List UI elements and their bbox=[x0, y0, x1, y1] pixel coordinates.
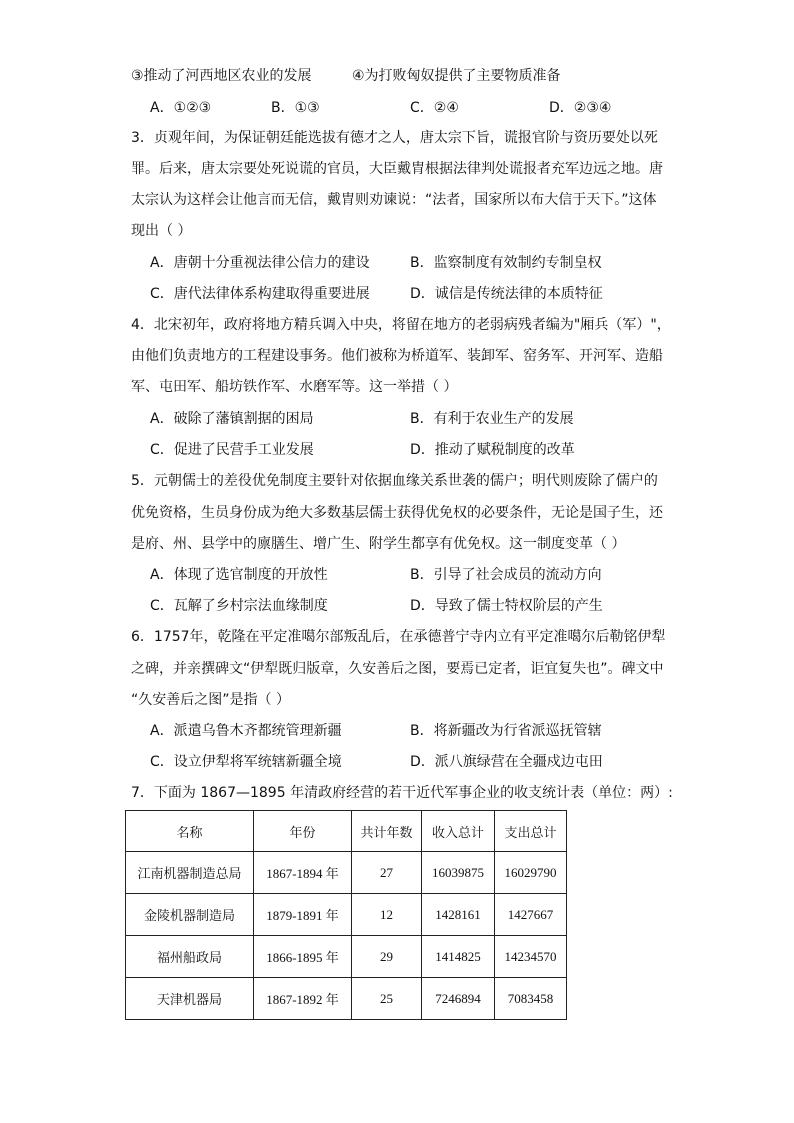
cell-expense: 16029790 bbox=[495, 852, 567, 894]
q3-option-b: B．监察制度有效制约专制皇权 bbox=[410, 255, 602, 271]
q4-option-a: A．破除了藩镇割据的困局 bbox=[150, 411, 314, 427]
q6-option-a: A．派遣乌鲁木齐都统管理新疆 bbox=[150, 723, 342, 739]
cell-expense: 1427667 bbox=[495, 894, 567, 936]
q3-option-a: A．唐朝十分重视法律公信力的建设 bbox=[150, 255, 370, 271]
header-year-count: 共计年数 bbox=[352, 811, 422, 852]
q2-item-4: ④为打败匈奴提供了主要物质准备 bbox=[352, 68, 561, 84]
q4-option-c: C．促进了民营手工业发展 bbox=[150, 442, 314, 458]
q2-option-c: C．②④ bbox=[410, 100, 459, 116]
cell-name: 金陵机器制造局 bbox=[126, 894, 254, 936]
q6-option-b: B．将新疆改为行省派巡抚管辖 bbox=[410, 723, 602, 739]
q2-option-b: B．①③ bbox=[271, 100, 320, 116]
q6-stem-line-2: 之碑，并亲撰碑文“伊犁既归版章，久安善后之图，要焉已定者，讵宜复失也”。碑文中 bbox=[131, 661, 664, 677]
q3-stem-line-3: 太宗认为这样会让他言而无信，戴胄则劝谏说：“法者，国家所以布大信于天下。”这体 bbox=[131, 192, 657, 208]
cell-expense: 14234570 bbox=[495, 936, 567, 978]
header-years-range: 年份 bbox=[254, 811, 352, 852]
q5-stem-line-2: 优免资格，生员身份成为绝大多数基层儒士获得优免权的必要条件，无论是国子生，还 bbox=[131, 505, 663, 521]
q4-stem-line-2: 由他们负责地方的工程建设事务。他们被称为桥道军、装卸军、窑务军、开河军、造船 bbox=[131, 348, 663, 364]
q2-item-3: ③推动了河西地区农业的发展 bbox=[131, 68, 312, 84]
q3-stem-line-4: 现出（ ） bbox=[131, 223, 192, 239]
q6-stem-line-3: “久安善后之图”是指（ ） bbox=[131, 692, 290, 708]
q4-stem-line-1: 4．北宋初年，政府将地方精兵调入中央，将留在地方的老弱病残者编为"厢兵（军）"， bbox=[131, 317, 671, 333]
cell-years: 1867-1894 年 bbox=[254, 852, 352, 894]
cell-income: 7246894 bbox=[422, 978, 495, 1020]
q3-stem-line-1: 3．贞观年间，为保证朝廷能选拔有德才之人，唐太宗下旨，谎报官阶与资历要处以死 bbox=[131, 130, 658, 146]
cell-count: 29 bbox=[352, 936, 422, 978]
q6-option-d: D．派八旗绿营在全疆戍边屯田 bbox=[410, 754, 603, 770]
q7-stem: 7．下面为 1867—1895 年清政府经营的若干近代军事企业的收支统计表（单位：两）: bbox=[131, 785, 673, 801]
cell-count: 25 bbox=[352, 978, 422, 1020]
q2-option-a: A．①②③ bbox=[150, 100, 212, 116]
cell-name: 天津机器局 bbox=[126, 978, 254, 1020]
header-income-total: 收入总计 bbox=[422, 811, 495, 852]
cell-income: 1428161 bbox=[422, 894, 495, 936]
cell-expense: 7083458 bbox=[495, 978, 567, 1020]
q5-option-c: C．瓦解了乡村宗法血缘制度 bbox=[150, 598, 328, 614]
q4-option-b: B．有利于农业生产的发展 bbox=[410, 411, 574, 427]
cell-name: 福州船政局 bbox=[126, 936, 254, 978]
cell-count: 27 bbox=[352, 852, 422, 894]
q6-option-c: C．设立伊犁将军统辖新疆全境 bbox=[150, 754, 342, 770]
q5-option-a: A．体现了选官制度的开放性 bbox=[150, 567, 328, 583]
cell-years: 1879-1891 年 bbox=[254, 894, 352, 936]
cell-years: 1867-1892 年 bbox=[254, 978, 352, 1020]
q3-option-c: C．唐代法律体系构建取得重要进展 bbox=[150, 286, 370, 302]
q5-option-b: B．引导了社会成员的流动方向 bbox=[410, 567, 602, 583]
q5-option-d: D．导致了儒士特权阶层的产生 bbox=[410, 598, 603, 614]
cell-years: 1866-1895 年 bbox=[254, 936, 352, 978]
q5-stem-line-3: 是府、州、县学中的廪膳生、增广生、附学生都享有优免权。这一制度变革（ ） bbox=[131, 536, 626, 552]
q6-stem-line-1: 6．1757年，乾隆在平定准噶尔部叛乱后，在承德普宁寺内立有平定准噶尔后勒铭伊犁 bbox=[131, 629, 666, 645]
q4-option-d: D．推动了赋税制度的改革 bbox=[410, 442, 575, 458]
table-row bbox=[126, 852, 567, 894]
table-row bbox=[126, 978, 567, 1020]
table-header-row bbox=[126, 811, 567, 852]
cell-count: 12 bbox=[352, 894, 422, 936]
q4-stem-line-3: 军、屯田军、船坊铁作军、水磨军等。这一举措（ ） bbox=[131, 379, 458, 395]
table-row bbox=[126, 894, 567, 936]
q5-stem-line-1: 5．元朝儒士的差役优免制度主要针对依据血缘关系世袭的儒户；明代则废除了儒户的 bbox=[131, 473, 658, 489]
header-name: 名称 bbox=[126, 811, 254, 852]
cell-income: 1414825 bbox=[422, 936, 495, 978]
header-expense-total: 支出总计 bbox=[495, 811, 567, 852]
table-row bbox=[126, 936, 567, 978]
cell-name: 江南机器制造总局 bbox=[126, 852, 254, 894]
q3-option-d: D．诚信是传统法律的本质特征 bbox=[410, 286, 603, 302]
cell-income: 16039875 bbox=[422, 852, 495, 894]
military-enterprise-table bbox=[125, 810, 567, 1020]
q2-option-d: D．②③④ bbox=[549, 100, 612, 116]
q3-stem-line-2: 罪。后来，唐太宗要处死说谎的官员，大臣戴胄根据法律判处谎报者充军边远之地。唐 bbox=[131, 161, 663, 177]
